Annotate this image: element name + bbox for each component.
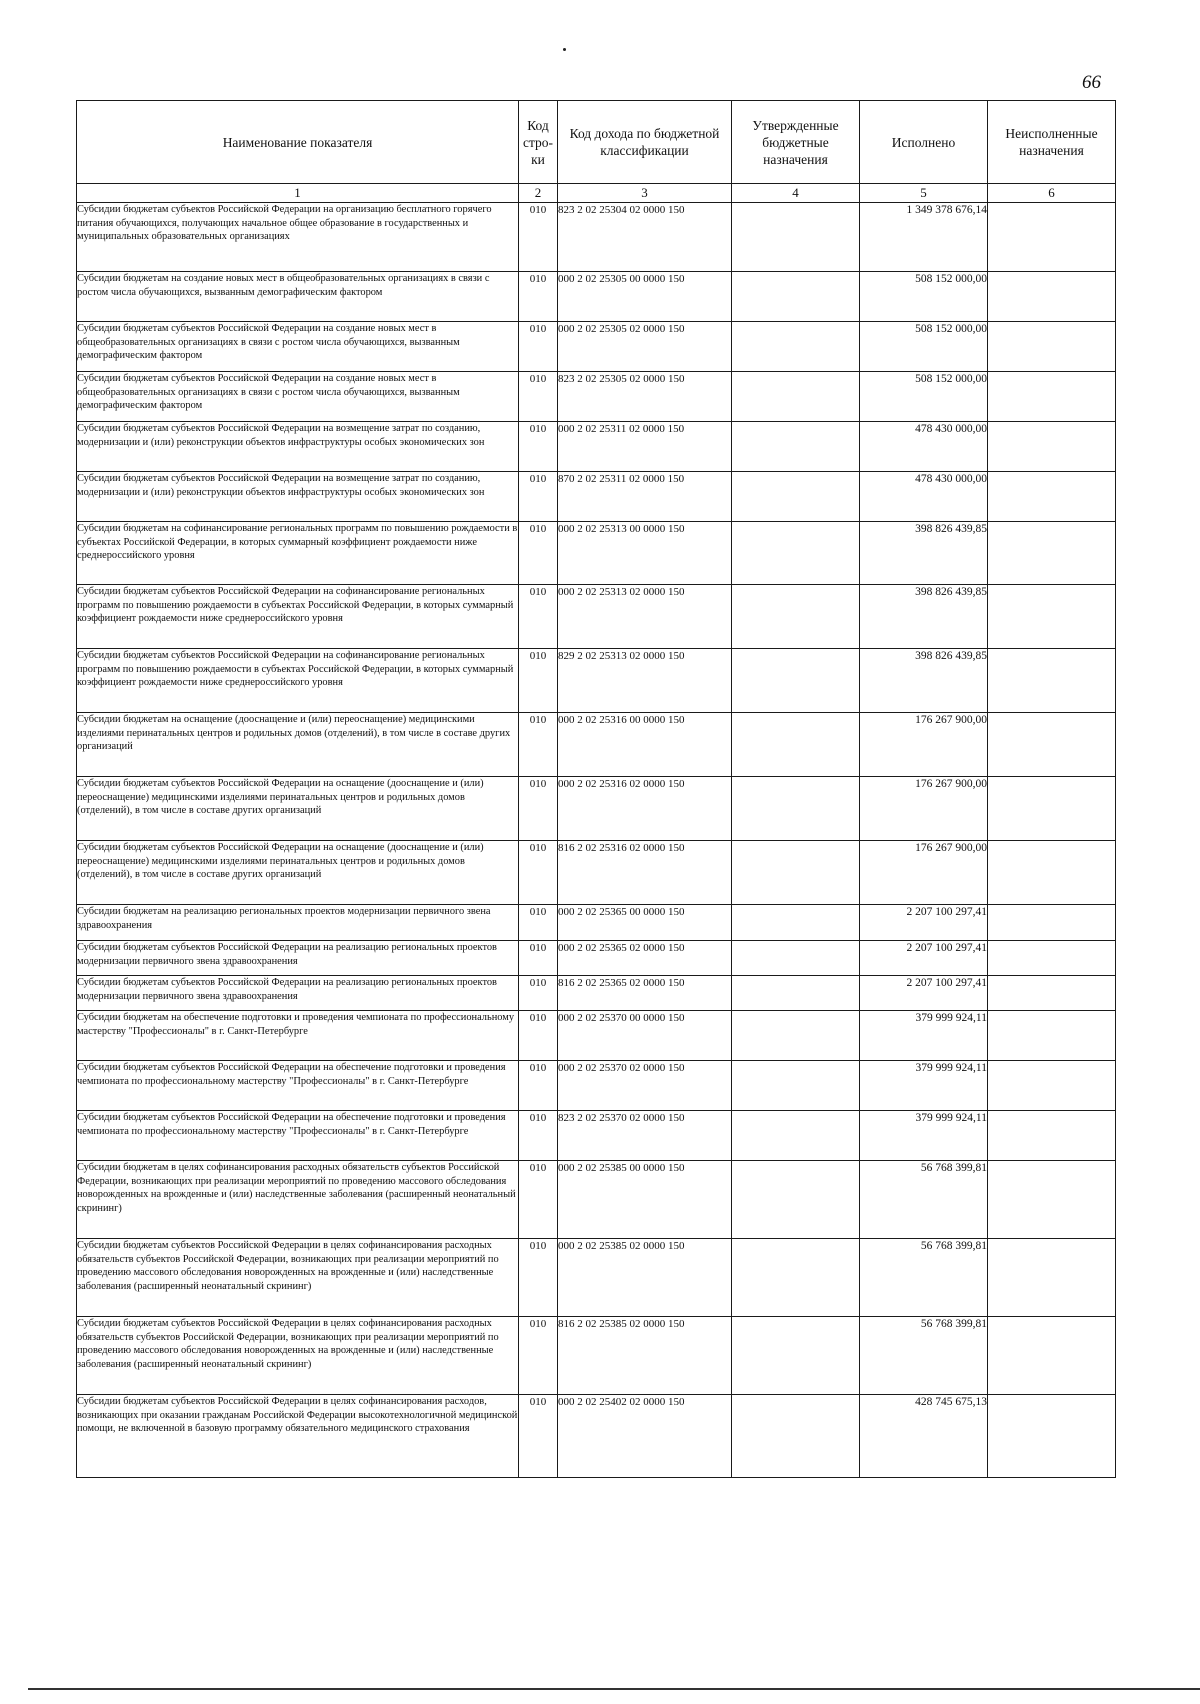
column-number-row bbox=[77, 184, 1116, 203]
indicator-name-cell: Субсидии бюджетам в целях софинансирования расходных обязательств субъектов Российской Федерации, возникающих при реализации мероприятий по проведению массового обследования новорожденных на врожденные и (или) наследственные заболевания (расширенный неонатальный скрининг) bbox=[77, 1161, 519, 1239]
line-code-cell: 010 bbox=[519, 522, 558, 585]
table-row bbox=[77, 422, 1116, 472]
line-code-cell: 010 bbox=[519, 777, 558, 841]
indicator-name-cell: Субсидии бюджетам субъектов Российской Федерации на софинансирование региональных программ по повышению рождаемости в субъектах Российской Федерации, в которых суммарный коэффициент рождаемости ниже среднероссийского уровня bbox=[77, 649, 519, 713]
table-row bbox=[77, 941, 1116, 976]
header-income-code: Код дохода по бюджетной классификации bbox=[558, 101, 732, 184]
executed-amount-cell: 2 207 100 297,41 bbox=[860, 941, 988, 976]
column-number: 6 bbox=[988, 184, 1116, 203]
income-code-cell: 823 2 02 25305 02 0000 150 bbox=[558, 372, 732, 422]
executed-amount-cell: 398 826 439,85 bbox=[860, 522, 988, 585]
approved-amount-cell bbox=[732, 713, 860, 777]
indicator-name-cell: Субсидии бюджетам субъектов Российской Федерации на оснащение (дооснащение и (или) переоснащение) медицинскими изделиями перинатальных центров и родильных домов (отделений), в том числе в составе других организаций bbox=[77, 841, 519, 905]
line-code-cell: 010 bbox=[519, 1395, 558, 1478]
unexecuted-amount-cell bbox=[988, 322, 1116, 372]
approved-amount-cell bbox=[732, 649, 860, 713]
line-code-cell: 010 bbox=[519, 941, 558, 976]
income-code-cell: 823 2 02 25304 02 0000 150 bbox=[558, 203, 732, 272]
approved-amount-cell bbox=[732, 585, 860, 649]
unexecuted-amount-cell bbox=[988, 422, 1116, 472]
executed-amount-cell: 478 430 000,00 bbox=[860, 422, 988, 472]
approved-amount-cell bbox=[732, 1317, 860, 1395]
line-code-cell: 010 bbox=[519, 1061, 558, 1111]
table-row bbox=[77, 585, 1116, 649]
unexecuted-amount-cell bbox=[988, 1395, 1116, 1478]
table-row bbox=[77, 713, 1116, 777]
unexecuted-amount-cell bbox=[988, 1011, 1116, 1061]
unexecuted-amount-cell bbox=[988, 976, 1116, 1011]
approved-amount-cell bbox=[732, 976, 860, 1011]
indicator-name-cell: Субсидии бюджетам субъектов Российской Федерации в целях софинансирования расходов, возникающих при оказании гражданам Российской Федерации высокотехнологичной медицинской помощи, не включенной в базовую программу обязательного медицинского страхования bbox=[77, 1395, 519, 1478]
column-number: 1 bbox=[77, 184, 519, 203]
unexecuted-amount-cell bbox=[988, 649, 1116, 713]
indicator-name-cell: Субсидии бюджетам субъектов Российской Федерации в целях софинансирования расходных обязательств субъектов Российской Федерации, возникающих при реализации мероприятий по проведению массового обследования новорожденных на врожденные и (или) наследственные заболевания (расширенный неонатальный скрининг) bbox=[77, 1239, 519, 1317]
indicator-name-cell: Субсидии бюджетам субъектов Российской Федерации на обеспечение подготовки и проведения чемпионата по профессиональному мастерству "Профессионалы" в г. Санкт-Петербурге bbox=[77, 1111, 519, 1161]
table-row bbox=[77, 322, 1116, 372]
table-row bbox=[77, 777, 1116, 841]
table-row bbox=[77, 1317, 1116, 1395]
executed-amount-cell: 56 768 399,81 bbox=[860, 1317, 988, 1395]
unexecuted-amount-cell bbox=[988, 472, 1116, 522]
unexecuted-amount-cell bbox=[988, 203, 1116, 272]
income-code-cell: 000 2 02 25370 00 0000 150 bbox=[558, 1011, 732, 1061]
column-number: 4 bbox=[732, 184, 860, 203]
approved-amount-cell bbox=[732, 1161, 860, 1239]
table-row bbox=[77, 1395, 1116, 1478]
line-code-cell: 010 bbox=[519, 322, 558, 372]
line-code-cell: 010 bbox=[519, 585, 558, 649]
executed-amount-cell: 1 349 378 676,14 bbox=[860, 203, 988, 272]
unexecuted-amount-cell bbox=[988, 1061, 1116, 1111]
income-code-cell: 000 2 02 25385 02 0000 150 bbox=[558, 1239, 732, 1317]
line-code-cell: 010 bbox=[519, 649, 558, 713]
approved-amount-cell bbox=[732, 1395, 860, 1478]
line-code-cell: 010 bbox=[519, 203, 558, 272]
executed-amount-cell: 379 999 924,11 bbox=[860, 1061, 988, 1111]
line-code-cell: 010 bbox=[519, 422, 558, 472]
unexecuted-amount-cell bbox=[988, 272, 1116, 322]
scan-speck bbox=[563, 48, 566, 51]
line-code-cell: 010 bbox=[519, 1317, 558, 1395]
line-code-cell: 010 bbox=[519, 1161, 558, 1239]
unexecuted-amount-cell bbox=[988, 1239, 1116, 1317]
table-row bbox=[77, 372, 1116, 422]
indicator-name-cell: Субсидии бюджетам субъектов Российской Федерации на оснащение (дооснащение и (или) переоснащение) медицинскими изделиями перинатальных центров и родильных домов (отделений), в том числе в составе других организаций bbox=[77, 777, 519, 841]
income-code-cell: 000 2 02 25316 00 0000 150 bbox=[558, 713, 732, 777]
approved-amount-cell bbox=[732, 1239, 860, 1317]
line-code-cell: 010 bbox=[519, 905, 558, 941]
line-code-cell: 010 bbox=[519, 841, 558, 905]
indicator-name-cell: Субсидии бюджетам на обеспечение подготовки и проведения чемпионата по профессиональному мастерству "Профессионалы" в г. Санкт-Петербурге bbox=[77, 1011, 519, 1061]
approved-amount-cell bbox=[732, 905, 860, 941]
indicator-name-cell: Субсидии бюджетам субъектов Российской Федерации на возмещение затрат по созданию, модернизации и (или) реконструкции объектов инфраструктуры особых экономических зон bbox=[77, 422, 519, 472]
income-code-cell: 000 2 02 25313 02 0000 150 bbox=[558, 585, 732, 649]
executed-amount-cell: 2 207 100 297,41 bbox=[860, 976, 988, 1011]
column-number: 5 bbox=[860, 184, 988, 203]
approved-amount-cell bbox=[732, 777, 860, 841]
header-unexecuted: Неисполненные назначения bbox=[988, 101, 1116, 184]
header-executed: Исполнено bbox=[860, 101, 988, 184]
budget-income-table bbox=[76, 100, 1116, 1478]
line-code-cell: 010 bbox=[519, 976, 558, 1011]
unexecuted-amount-cell bbox=[988, 713, 1116, 777]
income-code-cell: 000 2 02 25311 02 0000 150 bbox=[558, 422, 732, 472]
indicator-name-cell: Субсидии бюджетам субъектов Российской Федерации на софинансирование региональных программ по повышению рождаемости в субъектах Российской Федерации, в которых суммарный коэффициент рождаемости ниже среднероссийского уровня bbox=[77, 585, 519, 649]
executed-amount-cell: 176 267 900,00 bbox=[860, 841, 988, 905]
executed-amount-cell: 508 152 000,00 bbox=[860, 322, 988, 372]
table-row bbox=[77, 649, 1116, 713]
executed-amount-cell: 2 207 100 297,41 bbox=[860, 905, 988, 941]
approved-amount-cell bbox=[732, 422, 860, 472]
table-row bbox=[77, 472, 1116, 522]
scan-edge-line bbox=[28, 1688, 1200, 1690]
executed-amount-cell: 56 768 399,81 bbox=[860, 1161, 988, 1239]
column-number: 2 bbox=[519, 184, 558, 203]
indicator-name-cell: Субсидии бюджетам субъектов Российской Федерации в целях софинансирования расходных обязательств субъектов Российской Федерации, возникающих при реализации мероприятий по проведению массового обследования новорожденных на врожденные и (или) наследственные заболевания (расширенный неонатальный скрининг) bbox=[77, 1317, 519, 1395]
income-code-cell: 000 2 02 25316 02 0000 150 bbox=[558, 777, 732, 841]
income-code-cell: 000 2 02 25313 00 0000 150 bbox=[558, 522, 732, 585]
executed-amount-cell: 398 826 439,85 bbox=[860, 649, 988, 713]
line-code-cell: 010 bbox=[519, 1111, 558, 1161]
indicator-name-cell: Субсидии бюджетам на реализацию региональных проектов модернизации первичного звена здравоохранения bbox=[77, 905, 519, 941]
income-code-cell: 000 2 02 25370 02 0000 150 bbox=[558, 1061, 732, 1111]
approved-amount-cell bbox=[732, 841, 860, 905]
indicator-name-cell: Субсидии бюджетам на софинансирование региональных программ по повышению рождаемости в субъектах Российской Федерации, в которых суммарный коэффициент рождаемости ниже среднероссийского уровня bbox=[77, 522, 519, 585]
income-code-cell: 816 2 02 25365 02 0000 150 bbox=[558, 976, 732, 1011]
unexecuted-amount-cell bbox=[988, 841, 1116, 905]
header-row bbox=[77, 101, 1116, 184]
indicator-name-cell: Субсидии бюджетам субъектов Российской Федерации на создание новых мест в общеобразовательных организациях в связи с ростом числа обучающихся, вызванным демографическим фактором bbox=[77, 322, 519, 372]
line-code-cell: 010 bbox=[519, 472, 558, 522]
table-row bbox=[77, 522, 1116, 585]
executed-amount-cell: 508 152 000,00 bbox=[860, 372, 988, 422]
header-approved: Утвержденные бюджетные назначения bbox=[732, 101, 860, 184]
table-row bbox=[77, 1111, 1116, 1161]
approved-amount-cell bbox=[732, 322, 860, 372]
line-code-cell: 010 bbox=[519, 272, 558, 322]
approved-amount-cell bbox=[732, 522, 860, 585]
income-code-cell: 000 2 02 25305 00 0000 150 bbox=[558, 272, 732, 322]
income-code-cell: 000 2 02 25365 02 0000 150 bbox=[558, 941, 732, 976]
unexecuted-amount-cell bbox=[988, 1161, 1116, 1239]
indicator-name-cell: Субсидии бюджетам на создание новых мест в общеобразовательных организациях в связи с ростом числа обучающихся, вызванным демографическим фактором bbox=[77, 272, 519, 322]
approved-amount-cell bbox=[732, 472, 860, 522]
table-row bbox=[77, 905, 1116, 941]
table-row bbox=[77, 1061, 1116, 1111]
header-name: Наименование показателя bbox=[77, 101, 519, 184]
income-code-cell: 870 2 02 25311 02 0000 150 bbox=[558, 472, 732, 522]
income-code-cell: 816 2 02 25316 02 0000 150 bbox=[558, 841, 732, 905]
page-number: 66 bbox=[1082, 72, 1101, 93]
indicator-name-cell: Субсидии бюджетам на оснащение (дооснащение и (или) переоснащение) медицинскими изделиями перинатальных центров и родильных домов (отделений), в том числе в составе других организаций bbox=[77, 713, 519, 777]
indicator-name-cell: Субсидии бюджетам субъектов Российской Федерации на реализацию региональных проектов модернизации первичного звена здравоохранения bbox=[77, 976, 519, 1011]
income-code-cell: 823 2 02 25370 02 0000 150 bbox=[558, 1111, 732, 1161]
table-row bbox=[77, 272, 1116, 322]
executed-amount-cell: 398 826 439,85 bbox=[860, 585, 988, 649]
income-code-cell: 000 2 02 25402 02 0000 150 bbox=[558, 1395, 732, 1478]
approved-amount-cell bbox=[732, 941, 860, 976]
unexecuted-amount-cell bbox=[988, 777, 1116, 841]
table-row bbox=[77, 1161, 1116, 1239]
column-number: 3 bbox=[558, 184, 732, 203]
unexecuted-amount-cell bbox=[988, 372, 1116, 422]
executed-amount-cell: 508 152 000,00 bbox=[860, 272, 988, 322]
income-code-cell: 816 2 02 25385 02 0000 150 bbox=[558, 1317, 732, 1395]
income-code-cell: 000 2 02 25385 00 0000 150 bbox=[558, 1161, 732, 1239]
indicator-name-cell: Субсидии бюджетам субъектов Российской Федерации на создание новых мест в общеобразовательных организациях в связи с ростом числа обучающихся, вызванным демографическим фактором bbox=[77, 372, 519, 422]
approved-amount-cell bbox=[732, 272, 860, 322]
executed-amount-cell: 478 430 000,00 bbox=[860, 472, 988, 522]
approved-amount-cell bbox=[732, 203, 860, 272]
table-row bbox=[77, 841, 1116, 905]
executed-amount-cell: 56 768 399,81 bbox=[860, 1239, 988, 1317]
executed-amount-cell: 428 745 675,13 bbox=[860, 1395, 988, 1478]
table-row bbox=[77, 203, 1116, 272]
header-line-code: Код стро- ки bbox=[519, 101, 558, 184]
unexecuted-amount-cell bbox=[988, 1317, 1116, 1395]
unexecuted-amount-cell bbox=[988, 522, 1116, 585]
approved-amount-cell bbox=[732, 372, 860, 422]
unexecuted-amount-cell bbox=[988, 905, 1116, 941]
indicator-name-cell: Субсидии бюджетам субъектов Российской Федерации на организацию бесплатного горячего питания обучающихся, получающих начальное общее образование в государственных и муниципальных образовательных организациях bbox=[77, 203, 519, 272]
indicator-name-cell: Субсидии бюджетам субъектов Российской Федерации на реализацию региональных проектов модернизации первичного звена здравоохранения bbox=[77, 941, 519, 976]
executed-amount-cell: 379 999 924,11 bbox=[860, 1111, 988, 1161]
approved-amount-cell bbox=[732, 1111, 860, 1161]
unexecuted-amount-cell bbox=[988, 941, 1116, 976]
executed-amount-cell: 176 267 900,00 bbox=[860, 777, 988, 841]
executed-amount-cell: 176 267 900,00 bbox=[860, 713, 988, 777]
table-row bbox=[77, 1239, 1116, 1317]
unexecuted-amount-cell bbox=[988, 585, 1116, 649]
table-row bbox=[77, 1011, 1116, 1061]
unexecuted-amount-cell bbox=[988, 1111, 1116, 1161]
table-row bbox=[77, 976, 1116, 1011]
income-code-cell: 000 2 02 25365 00 0000 150 bbox=[558, 905, 732, 941]
indicator-name-cell: Субсидии бюджетам субъектов Российской Федерации на обеспечение подготовки и проведения чемпионата по профессиональному мастерству "Профессионалы" в г. Санкт-Петербурге bbox=[77, 1061, 519, 1111]
line-code-cell: 010 bbox=[519, 1239, 558, 1317]
line-code-cell: 010 bbox=[519, 713, 558, 777]
income-code-cell: 829 2 02 25313 02 0000 150 bbox=[558, 649, 732, 713]
line-code-cell: 010 bbox=[519, 1011, 558, 1061]
approved-amount-cell bbox=[732, 1061, 860, 1111]
approved-amount-cell bbox=[732, 1011, 860, 1061]
executed-amount-cell: 379 999 924,11 bbox=[860, 1011, 988, 1061]
line-code-cell: 010 bbox=[519, 372, 558, 422]
indicator-name-cell: Субсидии бюджетам субъектов Российской Федерации на возмещение затрат по созданию, модернизации и (или) реконструкции объектов инфраструктуры особых экономических зон bbox=[77, 472, 519, 522]
income-code-cell: 000 2 02 25305 02 0000 150 bbox=[558, 322, 732, 372]
